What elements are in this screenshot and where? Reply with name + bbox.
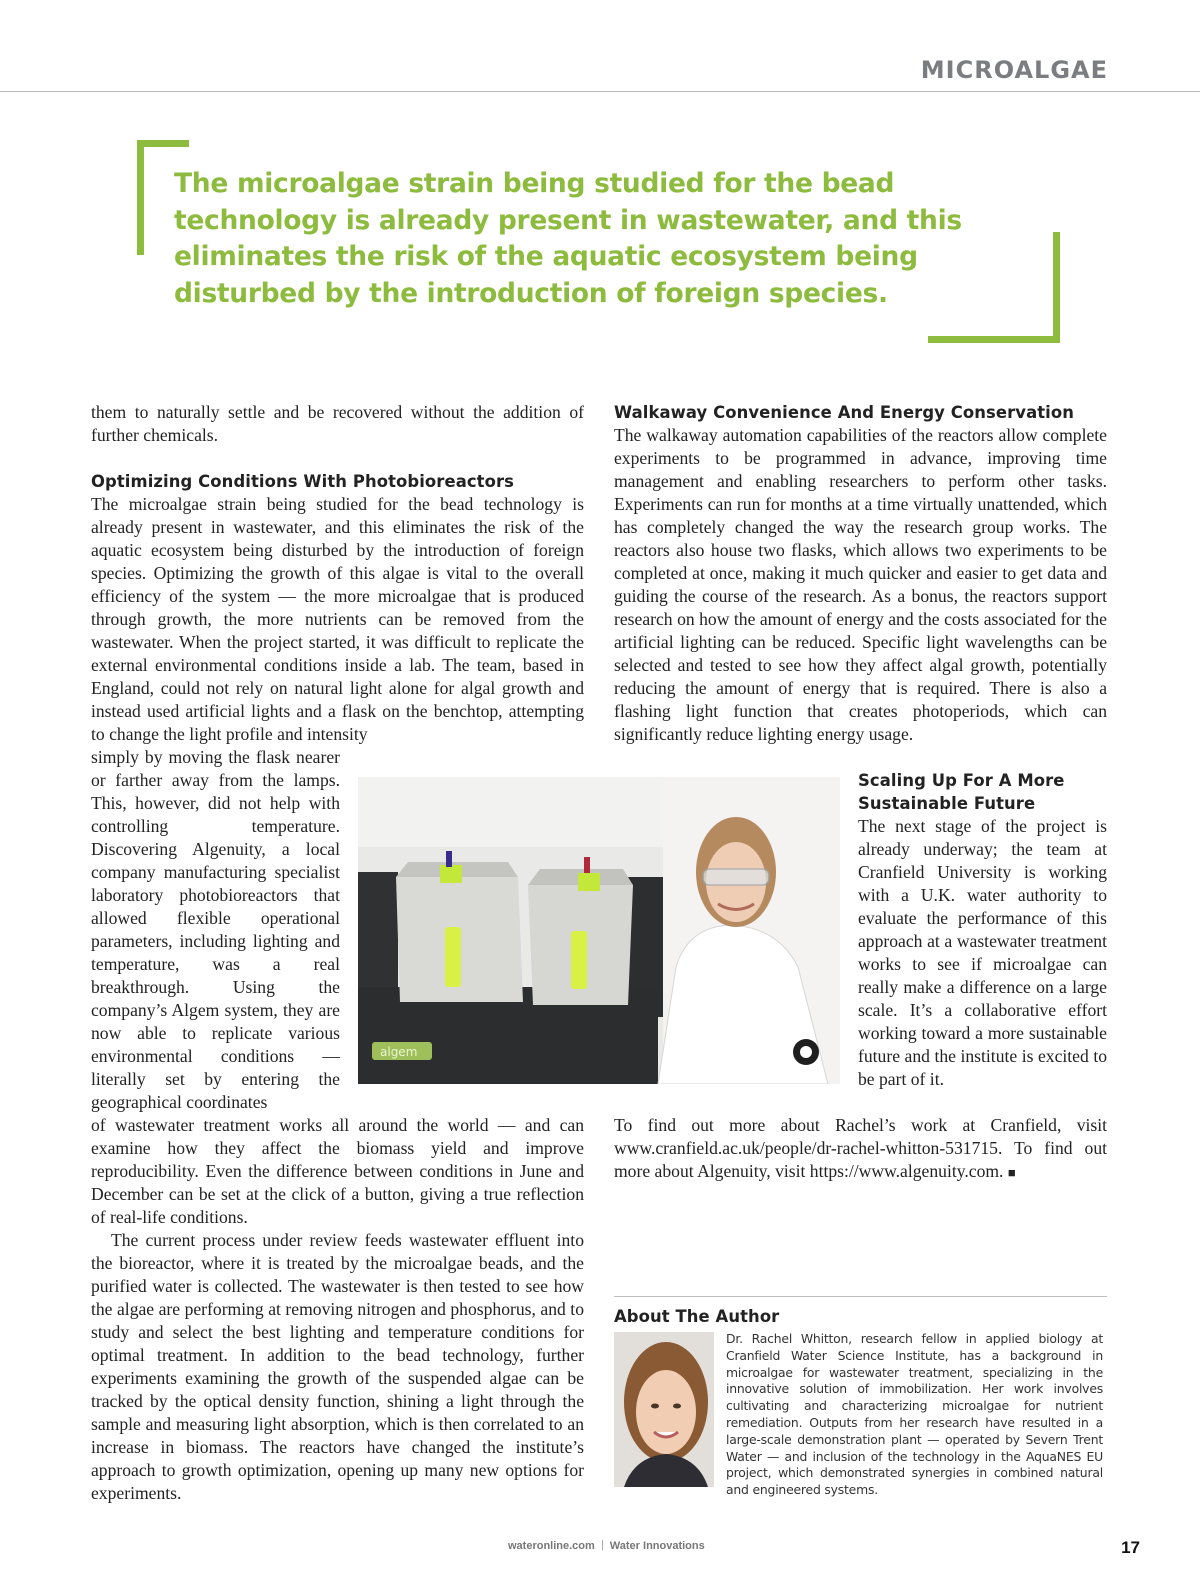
section-label: MICROALGAE	[920, 56, 1108, 84]
footer-site: wateronline.com	[508, 1540, 595, 1552]
footer-separator	[602, 1540, 603, 1550]
paragraph-process: The current process under review feeds wastewater effluent into the bioreactor, where it is treated by the microalgae beads, and the purified water is collected. The wastewater is then tested to see how the algae are performing at removing nitrogen and phosphorus, and to study and select the best lighting and temperature conditions for optimal treatment. In addition to the bead technology, further experiments examining the growth of the suspended algae can be tracked by the optical density function, shining a light through the sample and measuring light absorption, which is then correlated to an increase in biomass. The reactors have changed the institute’s approach to growth optimization, opening up many new options for experiments.	[91, 1230, 584, 1503]
device-label-text: algem	[380, 1045, 418, 1059]
footer-publication	[508, 1540, 705, 1552]
heading-optimizing-conditions: Optimizing Conditions With Photobioreactors	[91, 472, 515, 491]
heading-walkaway: Walkaway Convenience And Energy Conservation	[614, 403, 1075, 422]
pull-quote: The microalgae strain being studied for the bead technology is already present in wastewater, and this eliminates the risk of the aquatic ecosystem being disturbed by the introduction of foreign species.	[174, 168, 962, 309]
author-portrait	[614, 1332, 714, 1487]
author-bio: Dr. Rachel Whitton, research fellow in applied biology at Cranfield Water Science Institute, has a background in microalgae for wastewater treatment, specializing in the innovative solution of immobilization. Her work involves cultivating and characterizing microalgae for nutrient remediation. Outputs from her research have resulted in a large-scale demonstration plant — operated by Severn Trent Water — and inclusion of the technology in the AquaNES EU project, which demonstrated synergies in combined natural and engineered systems.	[726, 1331, 1103, 1498]
find-out-more-text: To find out more about Rachel’s work at Cranfield, visit www.cranfield.ac.uk/people/dr-rachel-whitton-531715. To find out more about Algenuity, visit https://www.algenuity.com.	[614, 1115, 1107, 1181]
scaling-up-block	[858, 769, 1107, 1091]
paragraph-optimizing-2: simply by moving the flask nearer or farther away from the lamps. This, however, did not help with controlling temperature. Discovering Algenuity, a local company manufacturing specialist laboratory photobioreactors that allowed flexible operational parameters, including lighting and temperature, was a real breakthrough. Using the company’s Algem system, they are now able to replicate various environmental conditions — literally set by entering the geographical coordinates	[91, 747, 340, 1112]
intro-paragraph: them to naturally settle and be recovered without the addition of further chemicals.	[91, 402, 584, 445]
paragraph-scaling-up: The next stage of the project is already underway; the team at Cranfield University is working with a U.K. water authority to evaluate the performance of this approach at a wastewater treatment works to see if microalgae can really make a difference on a large scale. It’s a collaborative effort working toward a more sustainable future and the institute is excited to be part of it.	[858, 816, 1107, 1089]
page-number: 17	[1121, 1538, 1140, 1557]
author-divider	[614, 1296, 1107, 1297]
end-mark: ■	[1007, 1165, 1016, 1180]
photo-researcher-with-photobioreactors	[358, 777, 840, 1084]
author-heading: About The Author	[614, 1307, 780, 1326]
author-portrait-illustration	[614, 1332, 714, 1487]
header-rule	[0, 91, 1200, 92]
paragraph-optimizing-1: The microalgae strain being studied for the bead technology is already present in wastewater, and this eliminates the risk of the aquatic ecosystem being disturbed by the introduction of foreign species. Optimizing the growth of this algae is vital to the overall efficiency of the system — the more microalgae that is produced through growth, the more nutrients can be removed from the wastewater. When the project started, it was difficult to replicate the external environmental conditions inside a lab. The team, based in England, could not rely on natural light alone for algal growth and instead used artificial lights and a flask on the benchtop, attempting to change the light profile and intensity	[91, 494, 584, 744]
heading-scaling-up: Scaling Up For A More Sustainable Future	[858, 771, 1065, 813]
paragraph-optimizing-3: of wastewater treatment works all around the world — and can examine how they affect the biomass yield and improve reproducibility. Even the difference between conditions in June and December can be set at the click of a button, giving a true reflection of real-life conditions.	[91, 1115, 584, 1227]
footer-publication-name: Water Innovations	[609, 1540, 705, 1552]
paragraph-find-out-more	[614, 1114, 1107, 1184]
lab-photo-illustration	[358, 777, 840, 1084]
paragraph-walkaway: The walkaway automation capabilities of the reactors allow complete experiments to be programmed in advance, improving time management and enabling researchers to perform other tasks. Experiments can run for months at a time virtually unattended, which has completely changed the way the research group works. The reactors also house two flasks, which allows two experiments to be completed at once, making it much quicker and easier to get data and guiding the course of the research. As a bonus, the reactors support research on how the amount of energy and the costs associated for the artificial lighting can be reduced. Specific light wavelengths can be selected and tested to see how they affect algal growth, potentially reducing the amount of energy that is required. There is also a flashing light function that creates photoperiods, which can significantly reduce lighting energy usage.	[614, 425, 1107, 744]
